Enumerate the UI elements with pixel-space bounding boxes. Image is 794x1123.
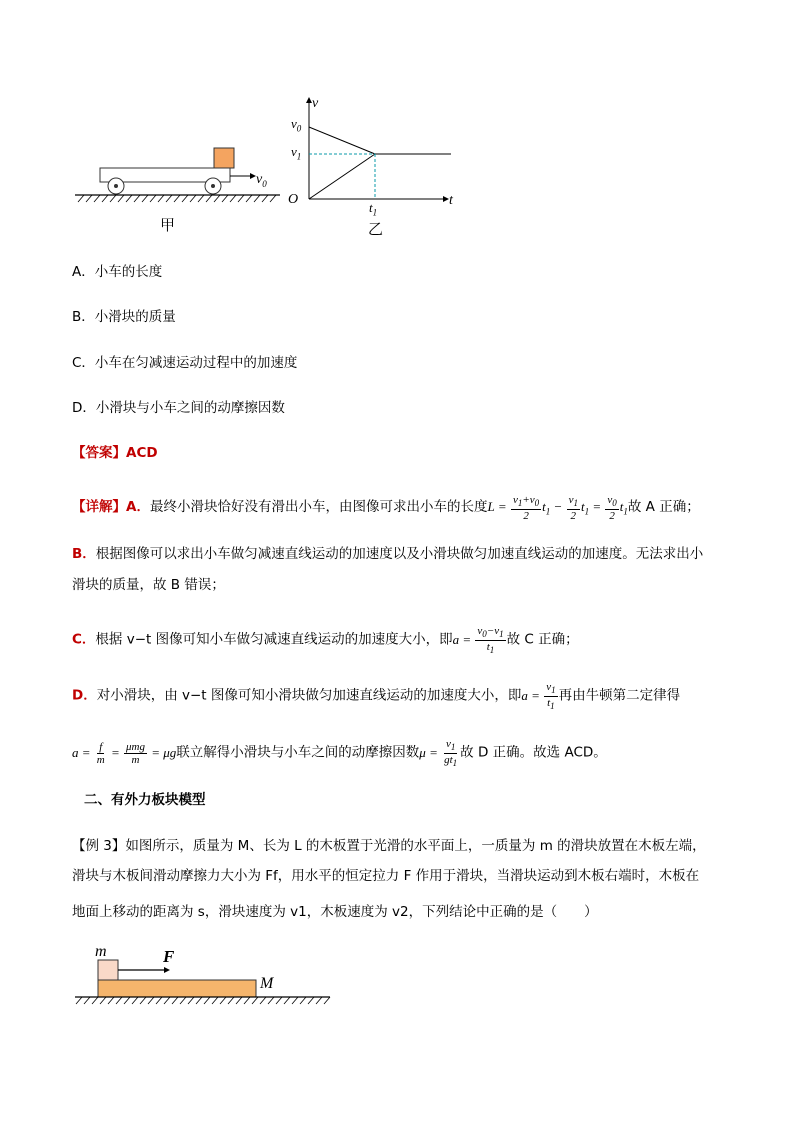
v-axis-label: v (312, 96, 319, 111)
v1-label: $v_1$ (291, 144, 302, 162)
option-a: A．小车的长度 (72, 264, 163, 280)
force-F-label: F (163, 947, 175, 966)
formula-length: L = $\frac{v_1+v_0}{2}$ $t_1$ − $\frac{v_1}{2}$ $t_1$ = $\frac{v_0}{2}$ $t_1$ (487, 494, 628, 523)
v0-label: $v_0$ (291, 116, 302, 134)
answer-tag: 【答案】 (72, 445, 126, 461)
formula-block-accel: a = $\frac{v_1}{t_1}$ (521, 681, 556, 712)
detail-a: 【详解】A．最终小滑块恰好没有滑出小车，由图像可求出小车的长度L = $\frac{v_1+v_0}{2}$ $t_1$ − $\frac{v_1}{2}$ $t_1$ = $\frac{v_0}{2}$ $t_1$故 A 正确； (72, 494, 700, 523)
detail-tag: 【详解】 (72, 499, 126, 516)
cart-block (214, 148, 234, 168)
cart-velocity-line (309, 127, 375, 154)
block-velocity-line (309, 154, 375, 199)
detail-d-line1: D．对小滑块，由 v−t 图像可知小滑块做匀加速直线运动的加速度大小，即a = $\frac{v_1}{t_1}$ 再由牛顿第二定律得 (72, 681, 681, 712)
mass-M-label: M (260, 975, 274, 992)
example3-line2: 滑块与木板间滑动摩擦力大小为 Ff，用水平的恒定拉力 F 作用于滑块，当滑块运动到木板右端时，木板在 (72, 868, 700, 884)
answer-value: ACD (126, 445, 158, 461)
example3-line1: 【例 3】如图所示，质量为 M、长为 L 的木板置于光滑的水平面上，一质量为 m 的滑块放置在木板左端， (72, 838, 706, 854)
t1-label: $t_1$ (369, 200, 378, 218)
cart-caption: 甲 (160, 216, 176, 234)
answer-line (72, 443, 158, 463)
example3-line3: 地面上移动的距离为 s，滑块速度为 v1，木板速度为 v2，下列结论中正确的是（ ） (72, 904, 598, 920)
option-c: C．小车在匀减速运动过程中的加速度 (72, 355, 298, 371)
graph-caption: 乙 (368, 220, 384, 238)
formula-cart-accel: a = $\frac{v_0-v_1}{t_1}$ (452, 625, 504, 656)
cart-figure (70, 140, 290, 240)
detail-b-line1: B．根据图像可以求出小车做匀减速直线运动的加速度以及小滑块做匀加速直线运动的加速度。无法求出小 (72, 546, 704, 562)
example3-tag: 【例 3】 (72, 838, 126, 854)
cart-v0-label: $v_0$ (256, 172, 267, 189)
t-axis-label: t (449, 193, 453, 208)
option-d: D．小滑块与小车之间的动摩擦因数 (72, 400, 285, 416)
vt-graph (285, 95, 465, 215)
board-figure (70, 940, 340, 1015)
mass-m-label: m (95, 943, 107, 960)
section-title: 二、有外力板块模型 (84, 792, 206, 808)
board (98, 980, 256, 997)
origin-label: O (288, 192, 299, 207)
formula-mu: μ = $\frac{v_1}{gt_1}$ (419, 738, 458, 769)
formula-newton: a = $\frac{f}{m}$ = $\frac{\text{μmg}}{m}$ = μg (72, 741, 177, 767)
detail-c: C．根据 v−t 图像可知小车做匀减速直线运动的加速度大小，即a = $\frac{v_0-v_1}{t_1}$ 故 C 正确； (72, 625, 579, 656)
option-b: B．小滑块的质量 (72, 309, 176, 325)
slider-block (98, 960, 118, 980)
detail-d-line2: a = $\frac{f}{m}$ = $\frac{\text{μmg}}{m}$ = μg联立解得小滑块与小车之间的动摩擦因数μ = $\frac{v_1}{gt_1}$ 故 D 正确。故选 ACD。 (72, 738, 607, 769)
detail-b-line2: 滑块的质量，故 B 错误； (72, 577, 225, 593)
